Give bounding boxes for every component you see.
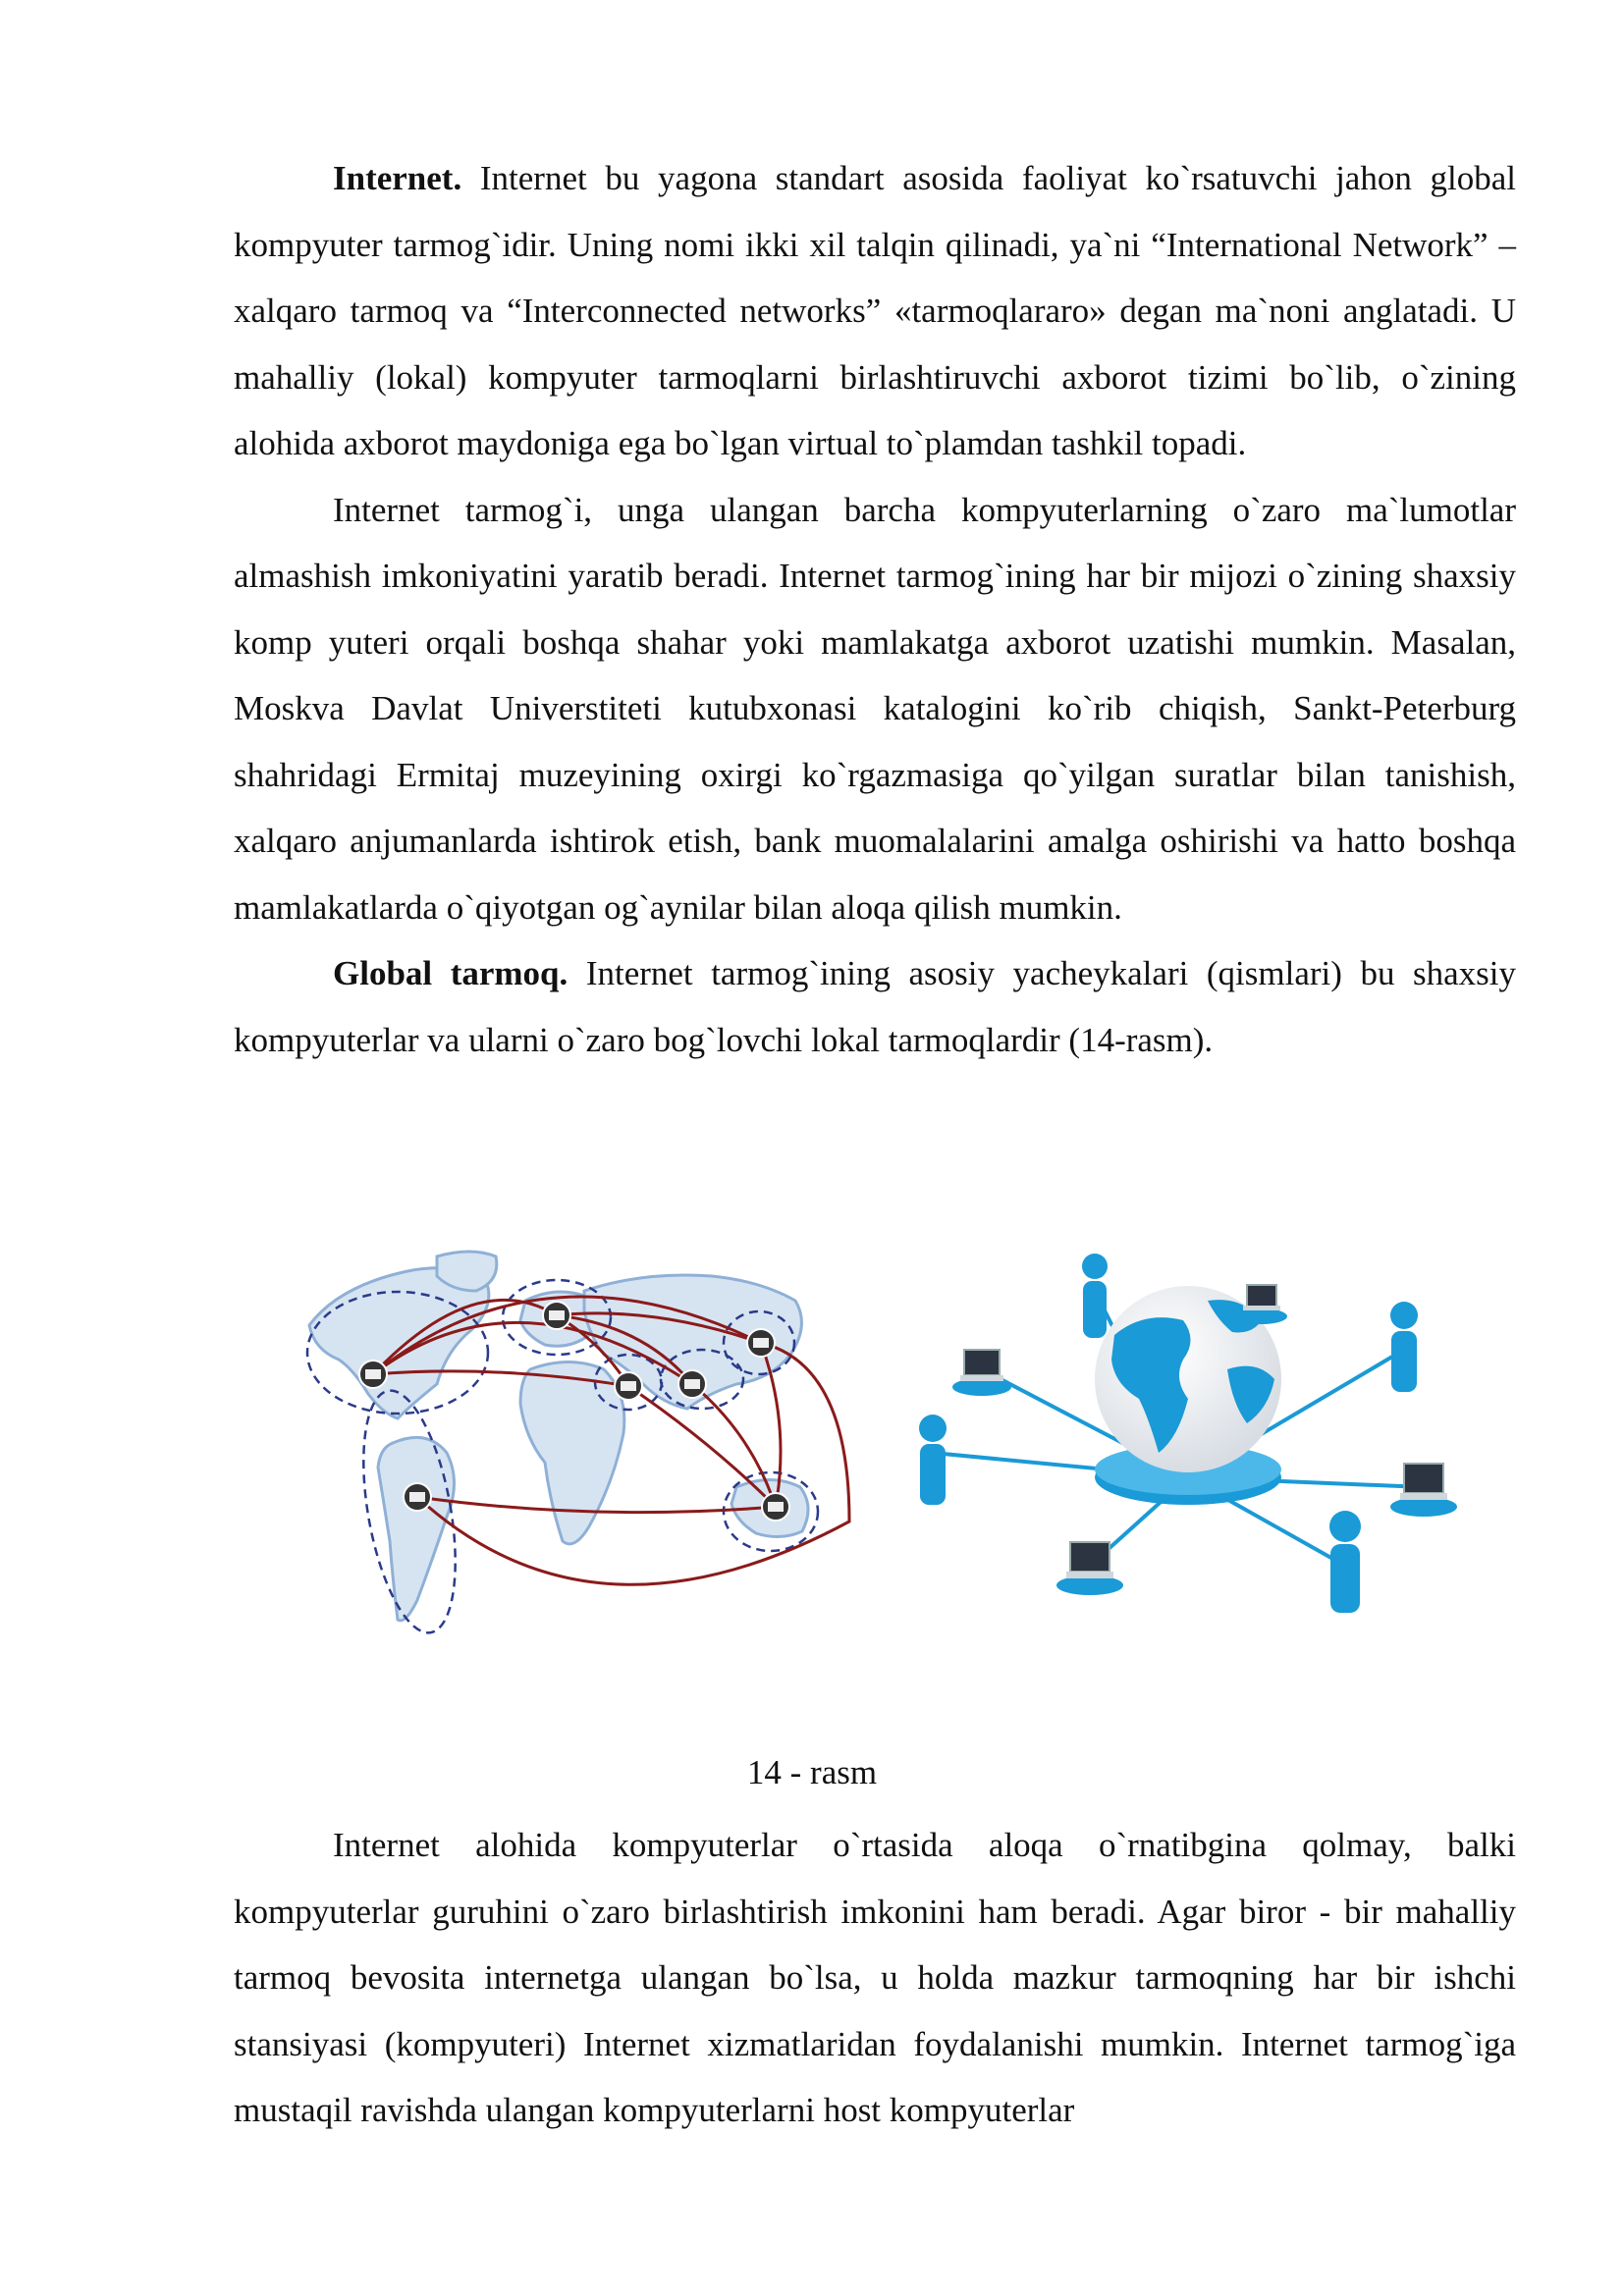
person-icon — [1390, 1302, 1418, 1392]
figure-caption: 14 - rasm — [746, 1753, 878, 1791]
paragraph-text: Internet alohida kompyuterlar o`rtasida aloqa o`rnatibgina qolmay, balki kompyuterlar guruhini o`zaro birlashtirish imkonini ham beradi. Agar biror - bir mahalliy tarmoq bevosita internetga ulangan bo`lsa, u holda mazkur tarmoqning har bir ishchi stansiyasi (kompyuteri) Internet xizmatlaridan foydalanishi mumkin. Internet tarmog`iga mustaqil ravishda ulangan kompyuterlarni host kompyuterlar — [234, 1826, 1516, 2129]
paragraph-internet-groups — [234, 1812, 1516, 2144]
paragraph-lead: Global tarmoq. — [333, 954, 568, 992]
person-icon — [919, 1415, 947, 1505]
paragraph-text: Internet bu yagona standart asosida faoliyat ko`rsatuvchi jahon global kompyuter tarmog`idir. Uning nomi ikki xil talqin qilinadi, ya`ni “International Network” – xalqaro tarmoq va “Interconnected networks” «tarmoqlararo» degan ma`noni anglatadi. U mahalliy (lokal) kompyuter tarmoqlarni birlashtiruvchi axborot tizimi bo`lib, o`zining alohida axborot maydoniga ega bo`lgan virtual to`plamdan tashkil topadi. — [234, 159, 1516, 462]
server-node-icon — [543, 1302, 570, 1329]
server-node-icon — [615, 1372, 642, 1400]
laptop-icon — [952, 1350, 1011, 1396]
server-node-icon — [762, 1493, 789, 1521]
paragraph-text: Internet tarmog`ining asosiy yacheykalari (qismlari) bu shaxsiy kompyuterlar va ularni o`zaro bog`lovchi lokal tarmoqlardir (14-rasm). — [234, 954, 1516, 1059]
laptop-icon — [1056, 1542, 1123, 1595]
person-icon — [1082, 1254, 1108, 1338]
server-node-icon — [404, 1483, 431, 1511]
paragraph-internet — [234, 145, 1516, 477]
text-block-bottom — [234, 1812, 1516, 2144]
figure-14 — [290, 1242, 1468, 1654]
paragraph-global-network — [234, 940, 1516, 1073]
paragraph-lead: Internet. — [333, 159, 462, 197]
world-network-map-illustration — [299, 1247, 869, 1639]
laptop-icon — [1390, 1464, 1457, 1517]
paragraph-text: Internet tarmog`i, unga ulangan barcha kompyuterlarning o`zaro ma`lumotlar almashish imkoniyatini yaratib beradi. Internet tarmog`ining har bir mijozi o`zining shaxsiy komp yuteri orqali boshqa shahar yoki mamlakatga axborot uzatishi mumkin. Masalan, Moskva Davlat Universtiteti kutubxonasi katalogini ko`rib chiqish, Sankt-Peterburg shahridagi Ermitaj muzeyining oxirgi ko`rgazmasiga qo`yilgan suratlar bilan tanishish, xalqaro anjumanlarda ishtirok etish, bank muomalalarini amalga oshirishi va hatto boshqa mamlakatlarda o`qiyotgan og`aynilar bilan aloqa qilish mumkin. — [234, 490, 1516, 927]
globe-network-illustration — [903, 1242, 1468, 1654]
server-node-icon — [678, 1370, 706, 1398]
server-node-icon — [359, 1361, 387, 1388]
text-block-top — [234, 145, 1516, 1073]
paragraph-internet-network — [234, 477, 1516, 941]
person-icon — [1329, 1511, 1361, 1613]
server-node-icon — [747, 1329, 775, 1357]
